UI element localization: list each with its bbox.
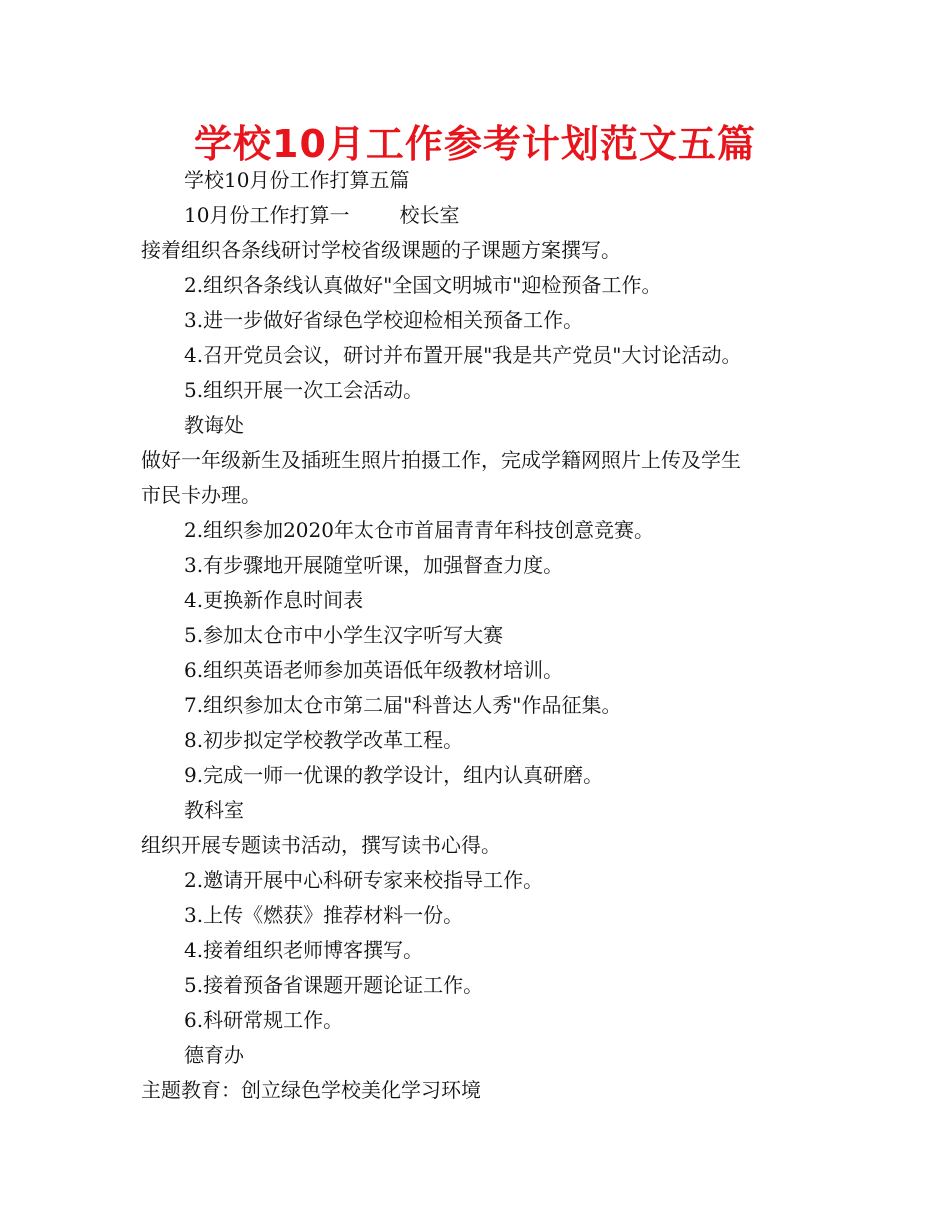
principal-item-5: 5.组织开展一次工会活动。: [184, 378, 424, 402]
teaching-item-7: 7.组织参加太仓市第二届"科普达人秀"作品征集。: [184, 693, 622, 717]
research-item-2: 2.邀请开展中心科研专家来校指导工作。: [184, 868, 544, 892]
office-moral-heading: 德育办: [184, 1043, 244, 1067]
principal-item-2: 2.组织各条线认真做好"全国文明城市"迎检预备工作。: [184, 273, 662, 297]
teaching-item-5: 5.参加太仓市中小学生汉字听写大赛: [184, 623, 504, 647]
office-research-heading: 教科室: [184, 798, 244, 822]
teaching-item-8: 8.初步拟定学校教学改革工程。: [184, 728, 464, 752]
teaching-item-1-line-2: 市民卡办理。: [141, 483, 261, 507]
research-item-6: 6.科研常规工作。: [184, 1008, 344, 1032]
plan-heading-line: [184, 200, 459, 230]
document-title: 学校10月工作参考计划范文五篇: [194, 122, 756, 166]
principal-item-3: 3.进一步做好省绿色学校迎检相关预备工作。: [184, 308, 584, 332]
teaching-item-2: 2.组织参加2020年太仓市首届青青年科技创意竞赛。: [184, 518, 654, 542]
principal-item-1: 接着组织各条线研讨学校省级课题的子课题方案撰写。: [141, 238, 621, 262]
teaching-item-4: 4.更换新作息时间表: [184, 588, 364, 612]
research-item-3: 3.上传《燃获》推荐材料一份。: [184, 903, 464, 927]
teaching-item-1-line-1: 做好一年级新生及插班生照片拍摄工作，完成学籍网照片上传及学生: [141, 448, 741, 472]
teaching-item-9: 9.完成一师一优课的教学设计，组内认真研磨。: [184, 763, 604, 787]
teaching-item-3: 3.有步骤地开展随堂听课，加强督查力度。: [184, 553, 564, 577]
research-item-1: 组织开展专题读书活动，撰写读书心得。: [141, 833, 501, 857]
office-teaching-heading: 教诲处: [184, 413, 244, 437]
principal-item-4: 4.召开党员会议，研讨并布置开展"我是共产党员"大讨论活动。: [184, 343, 742, 367]
moral-item-1: 主题教育：创立绿色学校美化学习环境: [141, 1078, 481, 1102]
research-item-5: 5.接着预备省课题开题论证工作。: [184, 973, 484, 997]
plan-heading: 10月份工作打算一: [184, 203, 350, 227]
teaching-item-6: 6.组织英语老师参加英语低年级教材培训。: [184, 658, 564, 682]
research-item-4: 4.接着组织老师博客撰写。: [184, 938, 424, 962]
office-principal-heading: 校长室: [399, 203, 460, 227]
document-subtitle: 学校10月份工作打算五篇: [184, 168, 410, 192]
